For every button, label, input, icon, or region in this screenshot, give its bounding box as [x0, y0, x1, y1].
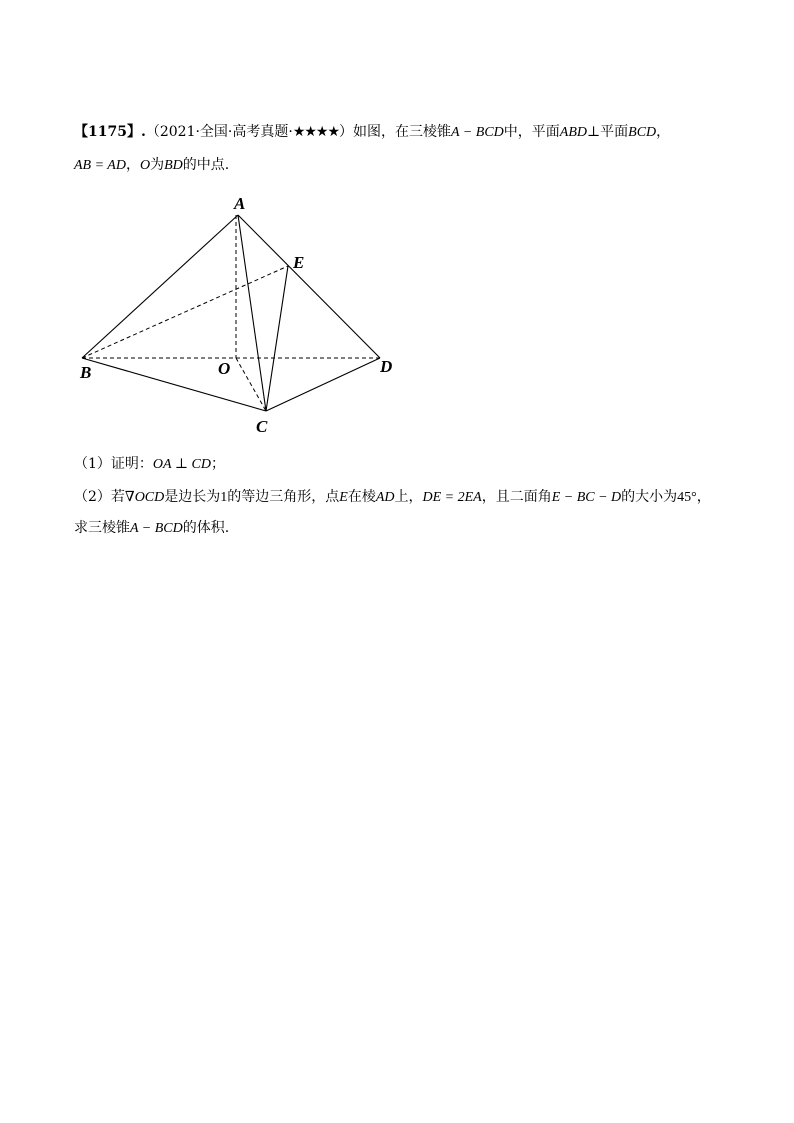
- edge-ab: [82, 215, 238, 358]
- label-o: O: [218, 359, 231, 378]
- problem-intro-2: 中，平面: [503, 124, 560, 140]
- part-2-line-1: [74, 487, 711, 508]
- condition-de-2ea: DE = 2EA: [422, 490, 482, 505]
- tetrahedron-label-2: A − BCD: [130, 521, 183, 536]
- triangle-ocd: ∇OCD: [124, 490, 165, 505]
- part-1: [74, 454, 225, 475]
- tetrahedron-label: A − BCD: [451, 125, 504, 140]
- part-2-line-2-a: 求三棱锥: [74, 520, 130, 536]
- dihedral-angle: E − BC − D: [551, 490, 622, 505]
- edge-ac: [238, 215, 266, 411]
- problem-source-close: ）: [339, 124, 354, 140]
- angle-value: 45°: [677, 490, 697, 505]
- part-1-suffix: ；: [210, 456, 225, 472]
- edge-cd: [266, 358, 380, 411]
- problem-source-open: （2021·全国·高考真题·: [145, 124, 293, 140]
- edge-ad: [238, 215, 380, 358]
- plane-bcd: BCD: [628, 125, 657, 140]
- label-d: D: [380, 357, 393, 376]
- segment-be-hidden: [82, 266, 288, 358]
- part-2-text-5: ，且二面角: [481, 489, 552, 505]
- problem-intro-1: 如图，在三棱锥: [353, 124, 452, 140]
- part-2-text-6: 的大小为: [621, 489, 678, 505]
- segment-oc-hidden: [236, 358, 266, 411]
- label-a: A: [234, 194, 246, 213]
- label-c: C: [256, 417, 268, 436]
- problem-line-2: [74, 155, 229, 176]
- problem-id: 【1175】.: [74, 124, 146, 140]
- comma: ，: [656, 124, 671, 140]
- part-2-line-2: [74, 518, 229, 539]
- problem-line-1: [74, 122, 670, 143]
- point-o: O: [139, 158, 151, 173]
- edge-ad-label: AD: [375, 490, 395, 505]
- part-2-line-2-b: 的体积.: [182, 520, 230, 536]
- problem-intro-4: 为: [150, 157, 165, 173]
- perp-symbol: ⊥: [587, 125, 601, 140]
- label-b: B: [80, 363, 92, 382]
- tetrahedron-figure: [70, 190, 410, 440]
- edge-bc: [82, 358, 266, 411]
- segment-bd: BD: [164, 158, 183, 173]
- part-2-text-3: 在棱: [347, 489, 376, 505]
- problem-intro-5: 的中点.: [182, 157, 230, 173]
- segment-ec: [266, 266, 288, 411]
- part-2-text-7: ，: [696, 489, 711, 505]
- label-e: E: [293, 253, 305, 272]
- part-2-text-2: 的等边三角形，点: [227, 489, 340, 505]
- part-2-prefix: （2）若: [74, 489, 125, 505]
- comma: ，: [125, 157, 140, 173]
- part-2-text-4: 上，: [394, 489, 423, 505]
- plane-abd: ABD: [559, 125, 587, 140]
- difficulty-stars: ★★★★: [292, 124, 340, 140]
- problem-intro-3: 平面: [600, 124, 629, 140]
- part-1-prefix: （1）证明：: [74, 456, 153, 472]
- part-2-text-1: 是边长为: [164, 489, 221, 505]
- point-e: E: [339, 490, 348, 505]
- side-length: 1: [220, 490, 228, 505]
- condition-ab-ad: AB = AD: [74, 158, 126, 173]
- part-1-statement: OA ⊥ CD: [152, 457, 211, 472]
